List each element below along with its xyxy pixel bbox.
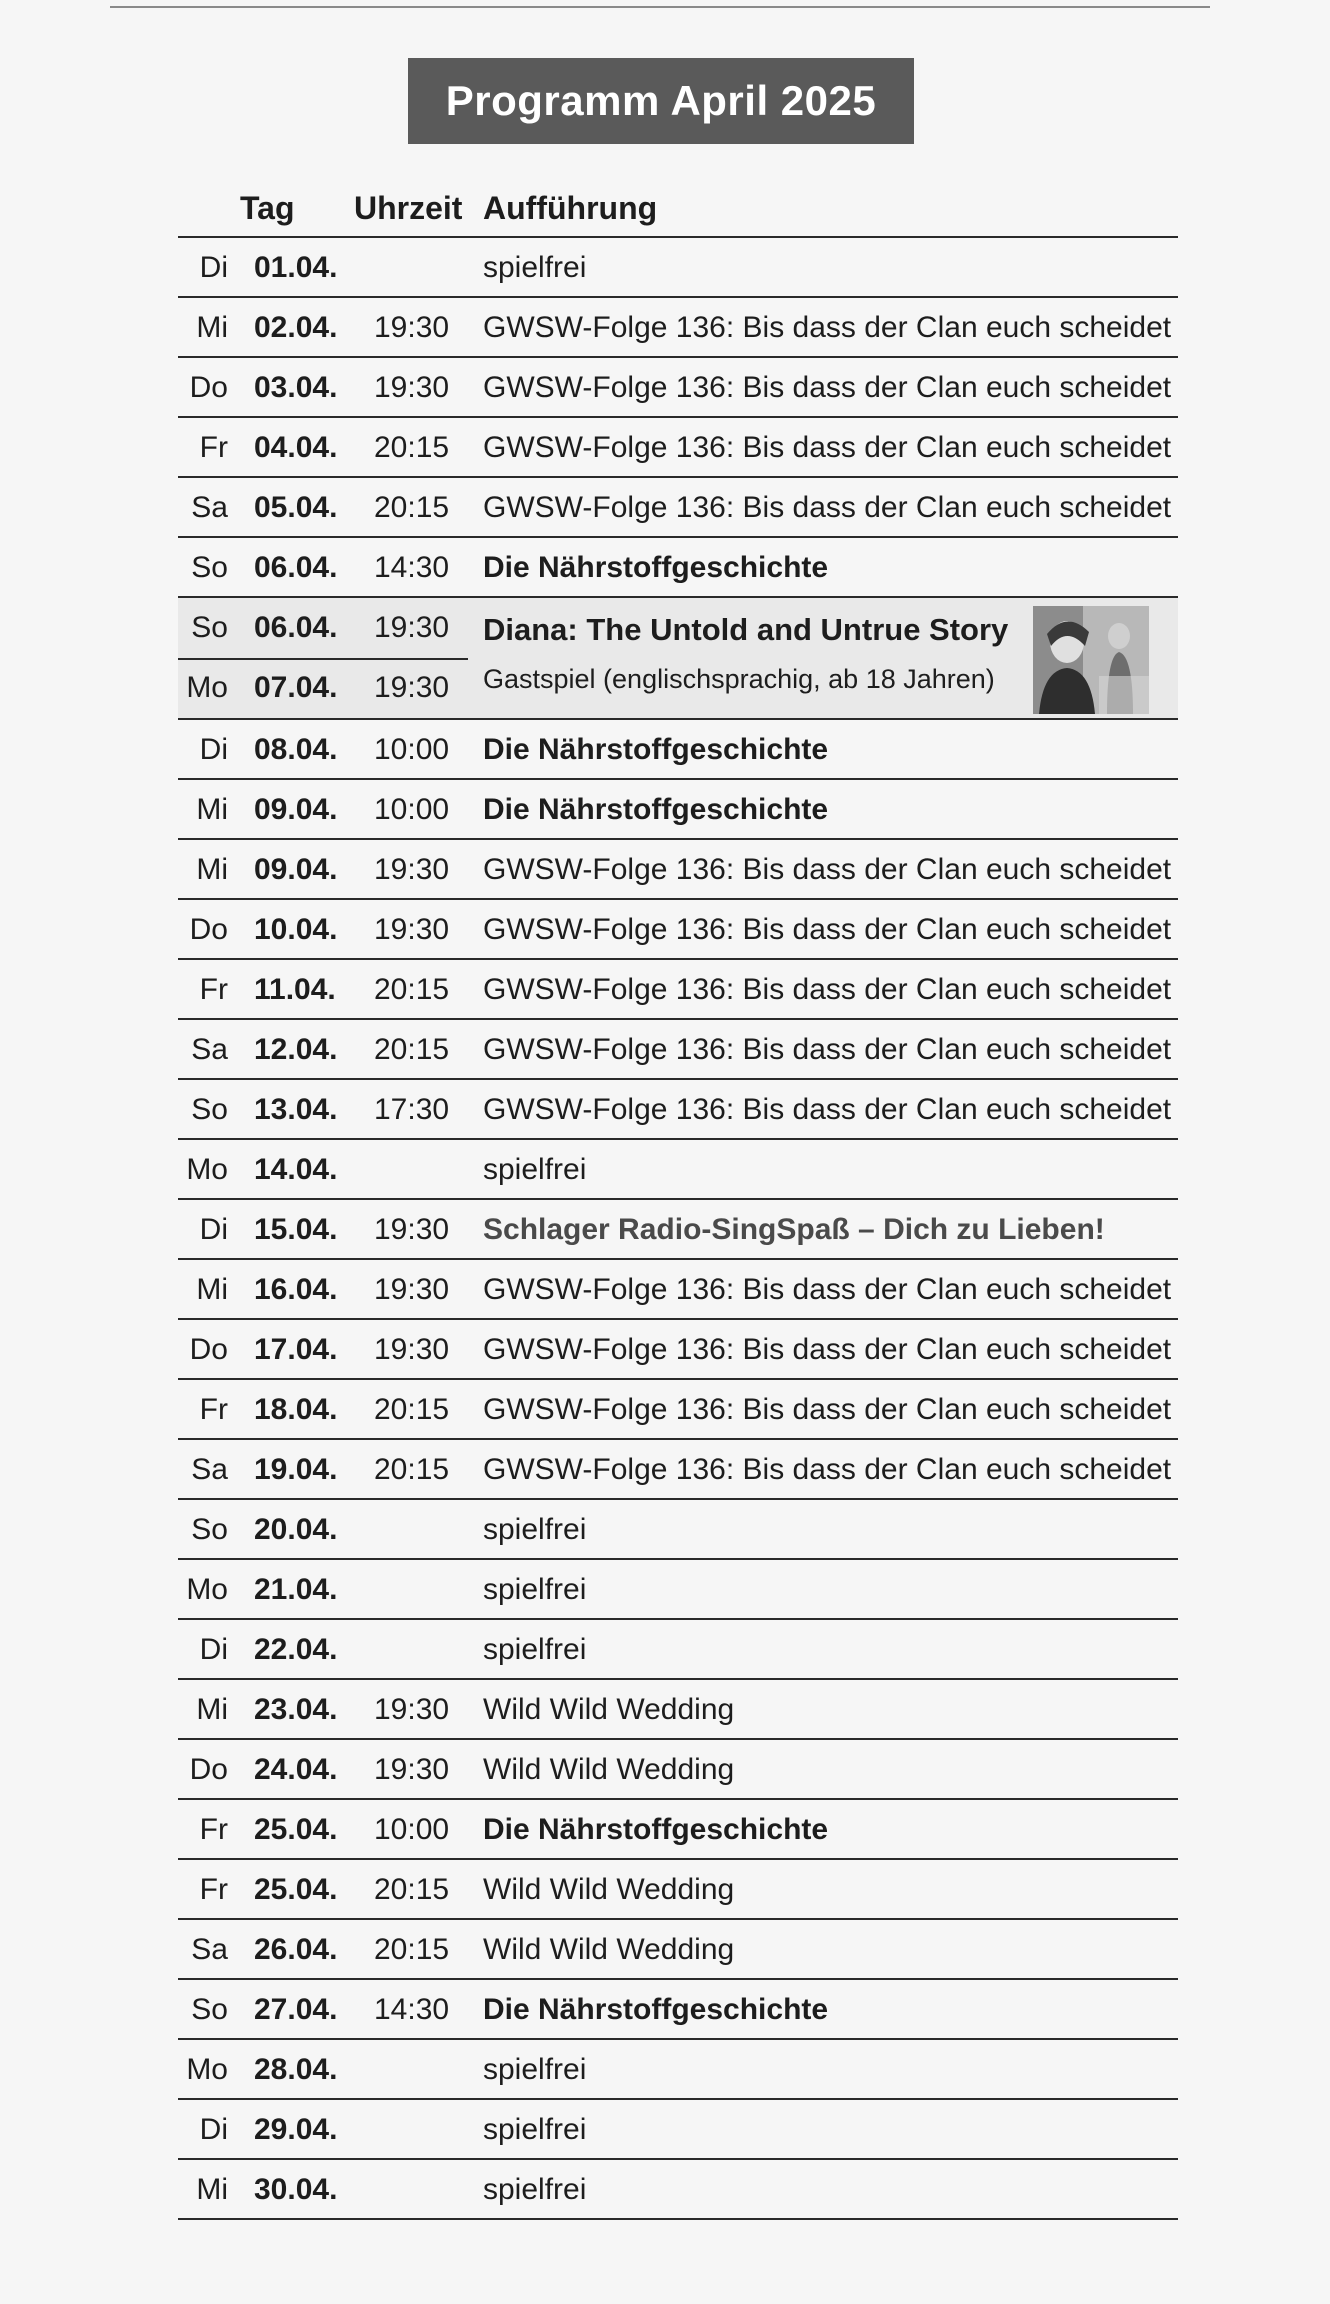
performance-title: Die Nährstoffgeschichte [483, 1813, 829, 1846]
date: 16.04. [254, 1273, 338, 1306]
table-row [178, 900, 1178, 960]
time: 19:30 [374, 1213, 450, 1246]
time: 19:30 [374, 1273, 450, 1306]
time: 19:30 [374, 1753, 450, 1786]
header-performance: Aufführung [483, 190, 658, 226]
header-day: Tag [240, 190, 295, 226]
date: 09.04. [254, 793, 338, 826]
performance-title: Die Nährstoffgeschichte [483, 793, 829, 826]
performance-title: GWSW-Folge 136: Bis dass der Clan euch scheidet [483, 1033, 1172, 1066]
table-row [178, 960, 1178, 1020]
weekday: Fr [199, 973, 228, 1006]
guest-performance-block [178, 598, 1178, 720]
performance-title: GWSW-Folge 136: Bis dass der Clan euch scheidet [483, 1273, 1172, 1306]
time: 19:30 [374, 371, 450, 404]
table-row [178, 1320, 1178, 1380]
table-row [178, 1140, 1178, 1200]
weekday: Di [199, 2113, 228, 2146]
weekday: Mi [196, 1693, 228, 1726]
date: 11.04. [254, 973, 336, 1006]
time: 19:30 [374, 311, 450, 344]
table-row [178, 1020, 1178, 1080]
time: 20:15 [374, 1933, 450, 1966]
time: 20:15 [374, 1033, 450, 1066]
table-row [178, 1680, 1178, 1740]
weekday: Sa [191, 491, 228, 524]
time: 10:00 [374, 1813, 450, 1846]
weekday: So [191, 1993, 228, 2026]
weekday: Di [199, 1213, 228, 1246]
guest-title: Diana: The Untold and Untrue Story [483, 612, 1009, 647]
time: 10:00 [374, 733, 450, 766]
table-row [178, 1980, 1178, 2040]
time: 14:30 [374, 1993, 450, 2026]
weekday: Mo [186, 671, 228, 704]
time: 10:00 [374, 793, 450, 826]
performance-title: GWSW-Folge 136: Bis dass der Clan euch scheidet [483, 491, 1172, 524]
table-row [178, 780, 1178, 840]
time: 19:30 [374, 853, 450, 886]
date: 08.04. [254, 733, 338, 766]
schedule-table [178, 238, 1178, 2220]
table-row [178, 358, 1178, 418]
table-row [178, 1260, 1178, 1320]
guest-date-row [178, 658, 468, 718]
performance-title: spielfrei [483, 2173, 587, 2206]
performance-title: spielfrei [483, 2053, 587, 2086]
time: 19:30 [374, 1693, 450, 1726]
performance-title: Schlager Radio-SingSpaß – Dich zu Lieben! [483, 1213, 1105, 1246]
weekday: Do [189, 1333, 228, 1366]
weekday: Mi [196, 853, 228, 886]
weekday: Di [199, 251, 228, 284]
weekday: Fr [199, 431, 228, 464]
weekday: Di [199, 1633, 228, 1666]
performance-title: GWSW-Folge 136: Bis dass der Clan euch scheidet [483, 371, 1172, 404]
guest-subtitle: Gastspiel (englischsprachig, ab 18 Jahren) [483, 664, 995, 694]
table-row [178, 1380, 1178, 1440]
date: 01.04. [254, 251, 338, 284]
table-row [178, 2040, 1178, 2100]
performance-title: Wild Wild Wedding [483, 1933, 735, 1966]
date: 12.04. [254, 1033, 338, 1066]
weekday: Do [189, 371, 228, 404]
table-row [178, 1200, 1178, 1260]
performance-title: spielfrei [483, 1633, 587, 1666]
weekday: Do [189, 913, 228, 946]
performance-title: Wild Wild Wedding [483, 1873, 735, 1906]
weekday: Fr [199, 1813, 228, 1846]
performance-title: GWSW-Folge 136: Bis dass der Clan euch scheidet [483, 913, 1172, 946]
table-row [178, 840, 1178, 900]
guest-show-photo [1033, 606, 1149, 714]
date: 24.04. [254, 1753, 338, 1786]
date: 05.04. [254, 491, 338, 524]
date: 15.04. [254, 1213, 338, 1246]
date: 10.04. [254, 913, 338, 946]
performance-title: GWSW-Folge 136: Bis dass der Clan euch scheidet [483, 431, 1172, 464]
weekday: So [191, 1513, 228, 1546]
performance-title: spielfrei [483, 1153, 587, 1186]
performance-title: GWSW-Folge 136: Bis dass der Clan euch scheidet [483, 1093, 1172, 1126]
table-row [178, 1860, 1178, 1920]
weekday: Fr [199, 1393, 228, 1426]
time: 20:15 [374, 1393, 450, 1426]
time: 19:30 [374, 1333, 450, 1366]
time: 17:30 [374, 1093, 450, 1126]
date: 30.04. [254, 2173, 338, 2206]
date: 29.04. [254, 2113, 338, 2146]
table-row [178, 1500, 1178, 1560]
date: 26.04. [254, 1933, 338, 1966]
performance-title: spielfrei [483, 2113, 587, 2146]
weekday: Mo [186, 1153, 228, 1186]
weekday: Mi [196, 2173, 228, 2206]
weekday: Mi [196, 311, 228, 344]
date: 02.04. [254, 311, 338, 344]
date: 06.04. [254, 611, 338, 644]
performance-title: GWSW-Folge 136: Bis dass der Clan euch scheidet [483, 1333, 1172, 1366]
table-row [178, 1080, 1178, 1140]
date: 17.04. [254, 1333, 338, 1366]
date: 20.04. [254, 1513, 338, 1546]
performance-title: Die Nährstoffgeschichte [483, 733, 829, 766]
date: 25.04. [254, 1873, 338, 1906]
table-row [178, 538, 1178, 598]
weekday: Mi [196, 793, 228, 826]
title-banner [408, 58, 914, 144]
table-row [178, 1920, 1178, 1980]
header-time: Uhrzeit [354, 190, 463, 226]
weekday: Do [189, 1753, 228, 1786]
table-row [178, 1800, 1178, 1860]
time: 19:30 [374, 671, 450, 704]
date: 25.04. [254, 1813, 338, 1846]
time: 20:15 [374, 973, 450, 1006]
rows-before-special [178, 238, 1178, 598]
date: 09.04. [254, 853, 338, 886]
performance-title: Die Nährstoffgeschichte [483, 1993, 829, 2026]
top-divider [110, 6, 1210, 8]
performance-title: Wild Wild Wedding [483, 1753, 735, 1786]
weekday: Fr [199, 1873, 228, 1906]
weekday: Sa [191, 1033, 228, 1066]
time: 14:30 [374, 551, 450, 584]
date: 06.04. [254, 551, 338, 584]
date: 13.04. [254, 1093, 338, 1126]
table-row [178, 720, 1178, 780]
date: 18.04. [254, 1393, 338, 1426]
date: 21.04. [254, 1573, 338, 1606]
date: 27.04. [254, 1993, 338, 2026]
page-title: Programm April 2025 [445, 77, 877, 124]
weekday: So [191, 551, 228, 584]
performance-title: GWSW-Folge 136: Bis dass der Clan euch scheidet [483, 311, 1172, 344]
table-row [178, 298, 1178, 358]
table-row [178, 1560, 1178, 1620]
time: 19:30 [374, 611, 450, 644]
date: 19.04. [254, 1453, 338, 1486]
weekday: Di [199, 733, 228, 766]
performance-title: GWSW-Folge 136: Bis dass der Clan euch scheidet [483, 853, 1172, 886]
weekday: Sa [191, 1933, 228, 1966]
performance-title: Die Nährstoffgeschichte [483, 551, 829, 584]
date: 07.04. [254, 671, 338, 704]
performance-title: GWSW-Folge 136: Bis dass der Clan euch scheidet [483, 973, 1172, 1006]
performance-title: Wild Wild Wedding [483, 1693, 735, 1726]
date: 22.04. [254, 1633, 338, 1666]
table-row [178, 478, 1178, 538]
rows-after-special [178, 720, 1178, 2220]
guest-date-row [178, 598, 468, 660]
time: 20:15 [374, 1453, 450, 1486]
date: 28.04. [254, 2053, 338, 2086]
performance-title: spielfrei [483, 1513, 587, 1546]
table-header [178, 180, 1178, 236]
performance-title: spielfrei [483, 1573, 587, 1606]
date: 14.04. [254, 1153, 338, 1186]
time: 19:30 [374, 913, 450, 946]
table-row [178, 1740, 1178, 1800]
time: 20:15 [374, 491, 450, 524]
date: 03.04. [254, 371, 338, 404]
weekday: So [191, 1093, 228, 1126]
performance-title: spielfrei [483, 251, 587, 284]
weekday: Sa [191, 1453, 228, 1486]
table-row [178, 1620, 1178, 1680]
weekday: Mi [196, 1273, 228, 1306]
table-row [178, 2100, 1178, 2160]
table-row [178, 238, 1178, 298]
time: 20:15 [374, 1873, 450, 1906]
table-row [178, 2160, 1178, 2220]
performance-title: GWSW-Folge 136: Bis dass der Clan euch scheidet [483, 1453, 1172, 1486]
date: 23.04. [254, 1693, 338, 1726]
weekday: So [191, 611, 228, 644]
portrait-image-icon [1033, 606, 1149, 714]
date: 04.04. [254, 431, 338, 464]
table-row [178, 418, 1178, 478]
performance-title: GWSW-Folge 136: Bis dass der Clan euch scheidet [483, 1393, 1172, 1426]
weekday: Mo [186, 2053, 228, 2086]
weekday: Mo [186, 1573, 228, 1606]
time: 20:15 [374, 431, 450, 464]
table-row [178, 1440, 1178, 1500]
